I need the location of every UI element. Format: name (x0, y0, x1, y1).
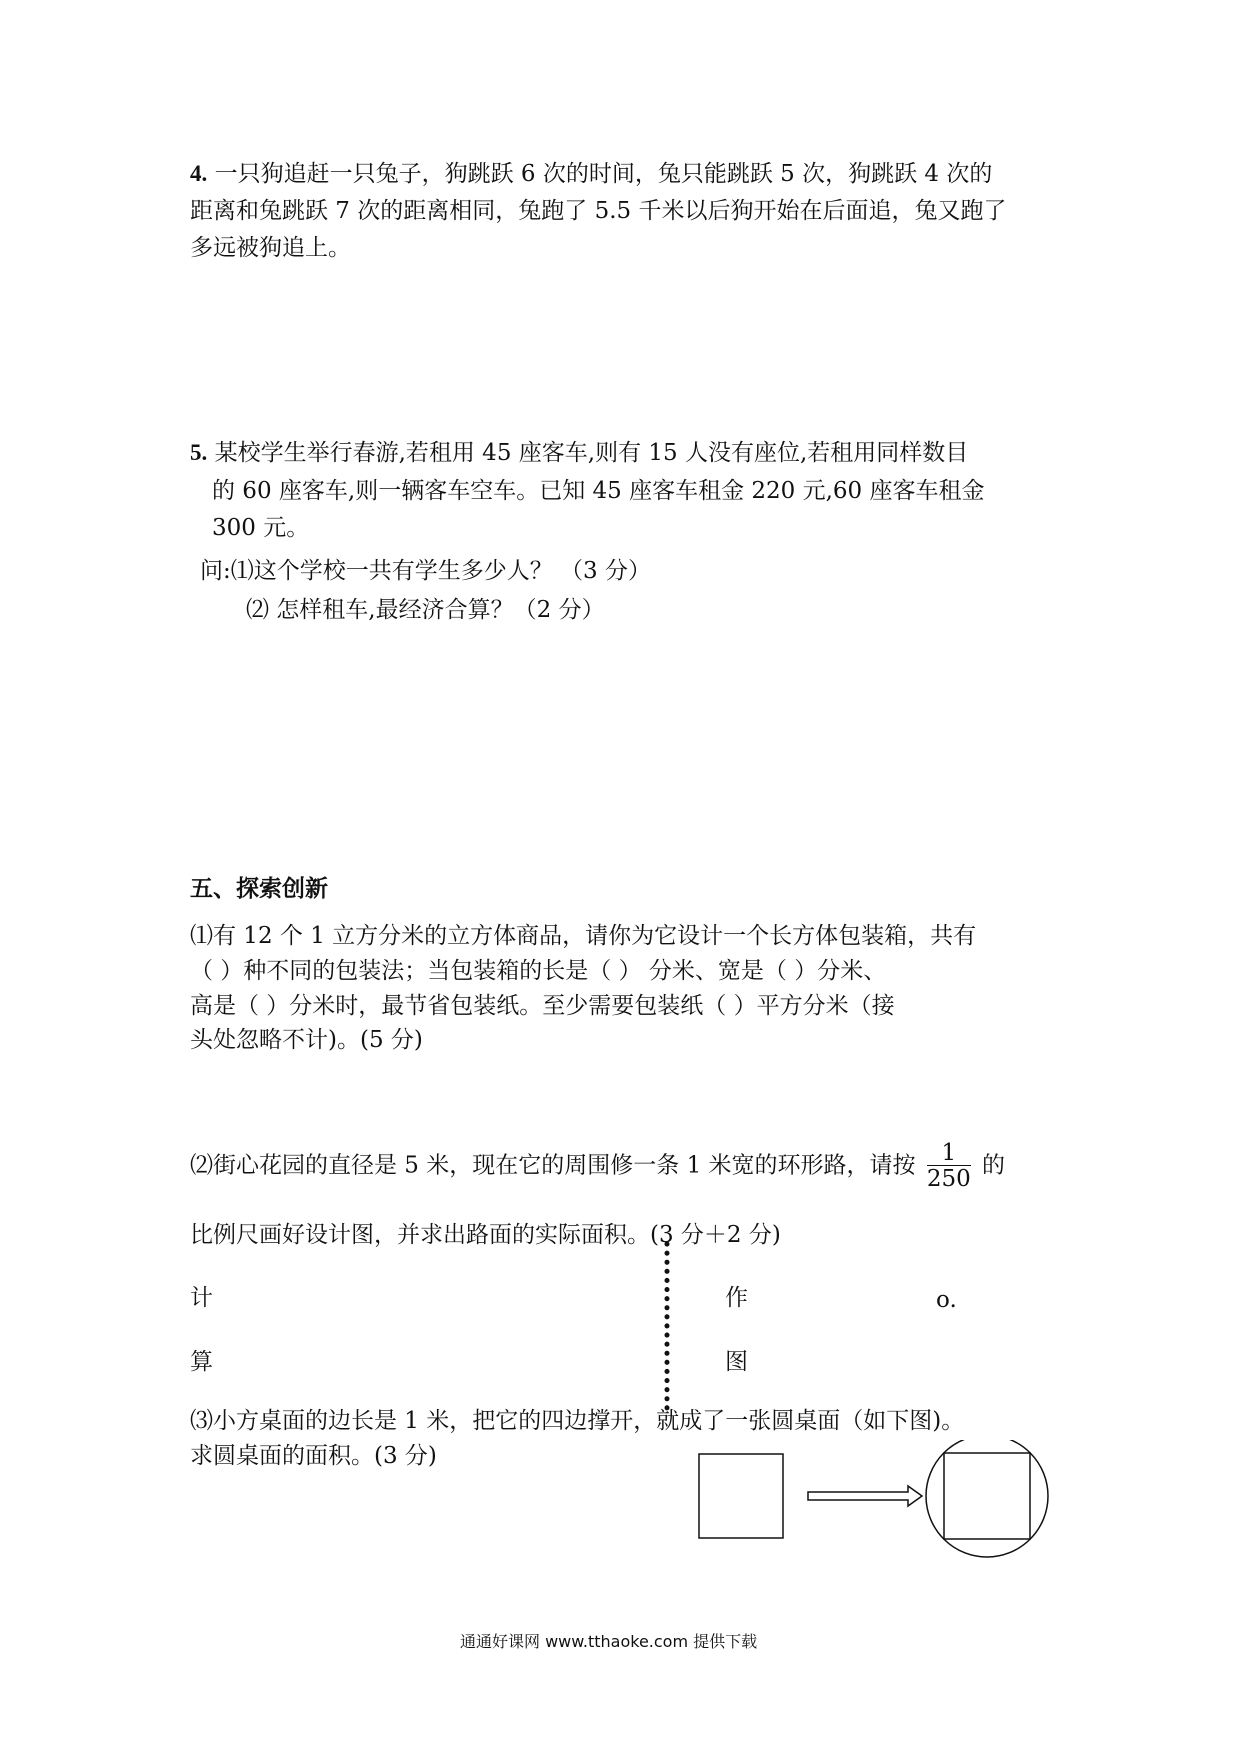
question-number: 4. (190, 161, 208, 186)
sub-question-2: ⑵ 怎样租车,最经济合算？（2 分） (246, 597, 605, 623)
fraction-numerator: 1 (927, 1142, 971, 1166)
question-5 (190, 435, 968, 471)
fraction-denominator: 250 (926, 1166, 971, 1192)
problem-1-line: 高是（ ）分米时，最节省包装纸。至少需要包装纸（ ）平方分米（接 (190, 993, 895, 1019)
question-text-line: 的 60 座客车,则一辆客车空车。已知 45 座客车租金 220 元,60 座客车租金 (212, 478, 985, 504)
problem-2-text: ⑵街心花园的直径是 5 米，现在它的周围修一条 1 米宽的环形路，请按 (190, 1152, 916, 1179)
question-4 (190, 156, 992, 192)
problem-2-line: 比例尺画好设计图，并求出路面的实际面积。(3 分＋2 分) (190, 1222, 781, 1248)
inscribed-square (944, 1453, 1030, 1539)
arrow-icon (808, 1486, 922, 1506)
section-title: 五、探索创新 (190, 875, 328, 902)
small-square (699, 1454, 783, 1538)
problem-1-line: （ ）种不同的包装法；当包装箱的长是（ ） 分米、宽是（ ）分米、 (190, 958, 887, 984)
problem-1-line: ⑴有 12 个 1 立方分米的立方体商品，请你为它设计一个长方体包装箱，共有 (190, 923, 977, 949)
calc-label-2: 算 (190, 1349, 213, 1375)
question-text-line: 300 元。 (212, 515, 310, 541)
problem-2-text-end: 的 (982, 1152, 1006, 1179)
dotted-divider (660, 1240, 674, 1420)
question-text-line: 距离和兔跳跃 7 次的距离相同，兔跑了 5.5 千米以后狗开始在后面追，兔又跑了 (190, 198, 1007, 224)
question-number: 5. (190, 440, 208, 465)
problem-3-line: ⑶小方桌面的边长是 1 米，把它的四边撑开，就成了一张圆桌面（如下图)。 (190, 1408, 965, 1434)
center-point-mark: o. (936, 1287, 957, 1313)
problem-2 (190, 1142, 1005, 1191)
draw-label-2: 图 (725, 1349, 748, 1375)
draw-label-1: 作 (725, 1285, 748, 1311)
question-text-line: 一只狗追赶一只兔子，狗跳跃 6 次的时间，兔只能跳跃 5 次，狗跳跃 4 次的 (214, 161, 993, 187)
question-text-line: 某校学生举行春游,若租用 45 座客车,则有 15 人没有座位,若租用同样数目 (214, 440, 969, 466)
problem-3-line: 求圆桌面的面积。(3 分) (190, 1443, 437, 1469)
calc-label-1: 计 (190, 1285, 213, 1311)
question-text-line: 多远被狗追上。 (190, 235, 351, 261)
sub-question-1: 问:⑴这个学校一共有学生多少人？ （3 分） (200, 558, 652, 584)
square-to-circle-figure (690, 1440, 1090, 1590)
problem-1-line: 头处忽略不计)。(5 分) (190, 1027, 423, 1053)
scale-fraction (927, 1142, 971, 1191)
footer-text: 通通好课网 www.tthaoke.com 提供下载 (460, 1632, 758, 1651)
